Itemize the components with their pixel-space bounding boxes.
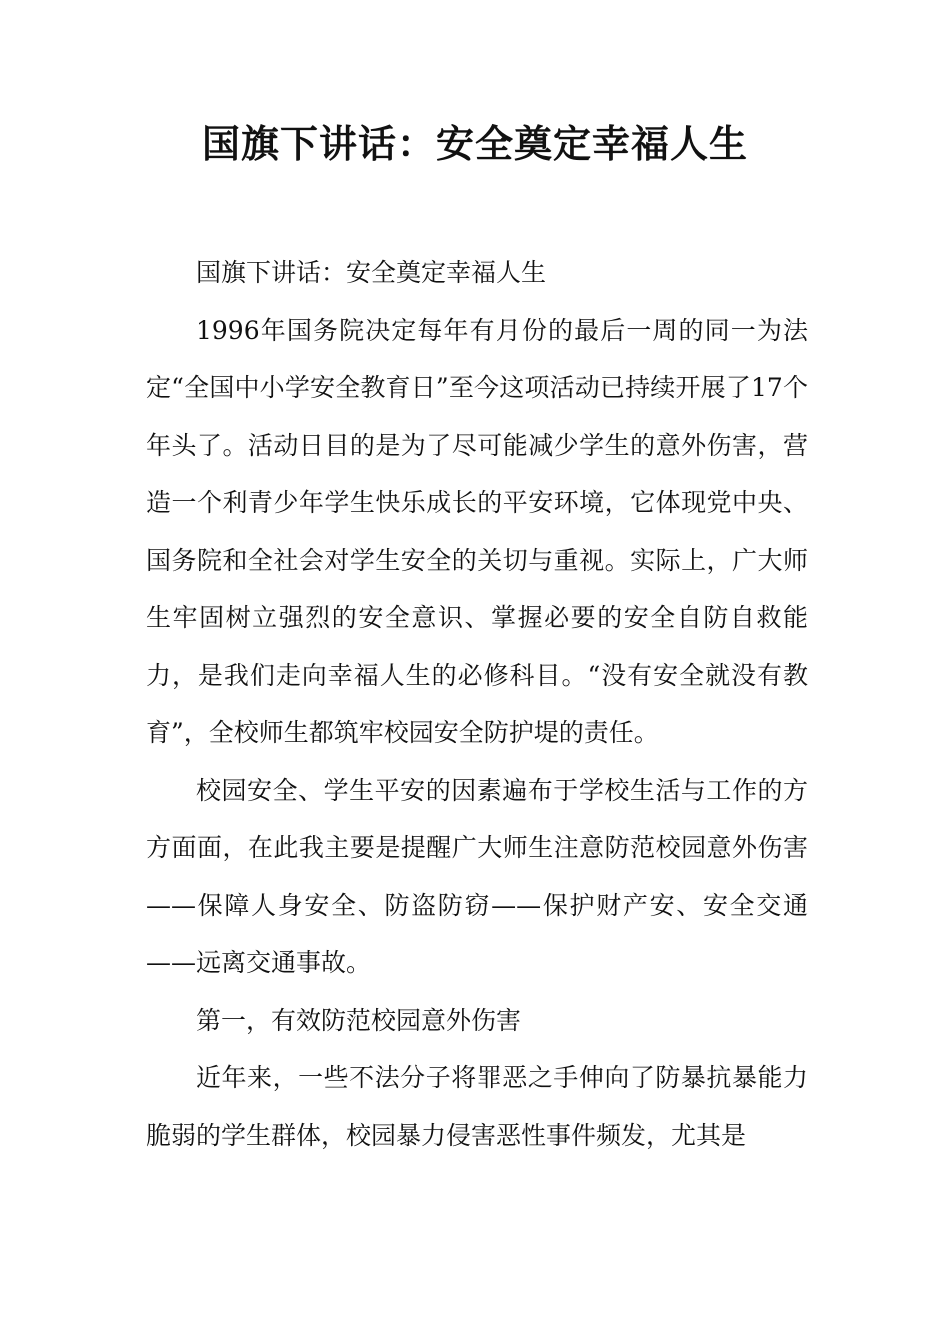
- paragraph-safety-day: 1996年国务院决定每年有月份的最后一周的同一为法定“全国中小学安全教育日”至今这项活动已持续开展了17个年头了。活动日目的是为了尽可能减少学生的意外伤害，营造一个利青少年学生快乐成长的平安环境，它体现党中央、国务院和全社会对学生安全的关切与重视。实际上，广大师生牢固树立强烈的安全意识、掌握必要的安全自防自救能力，是我们走向幸福人生的必修科目。“没有安全就没有教育”，全校师生都筑牢校园安全防护堤的责任。: [146, 315, 808, 747]
- document-title: 国旗下讲话：安全奠定幸福人生: [201, 122, 748, 166]
- paragraph-violence: 近年来，一些不法分子将罪恶之手伸向了防暴抗暴能力脆弱的学生群体，校园暴力侵害恶性事件频发，尤其是: [146, 1063, 808, 1150]
- paragraph-subtitle: 国旗下讲话：安全奠定幸福人生: [196, 258, 547, 287]
- paragraph-section-heading: 第一，有效防范校园意外伤害: [196, 1005, 522, 1035]
- paragraph-campus-safety: 校园安全、学生平安的因素遍布于学校生活与工作的方方面面，在此我主要是提醒广大师生注意防范校园意外伤害——保障人身安全、防盗防窃——保护财产安、安全交通——远离交通事故。: [146, 775, 808, 977]
- document-body: [146, 244, 808, 1164]
